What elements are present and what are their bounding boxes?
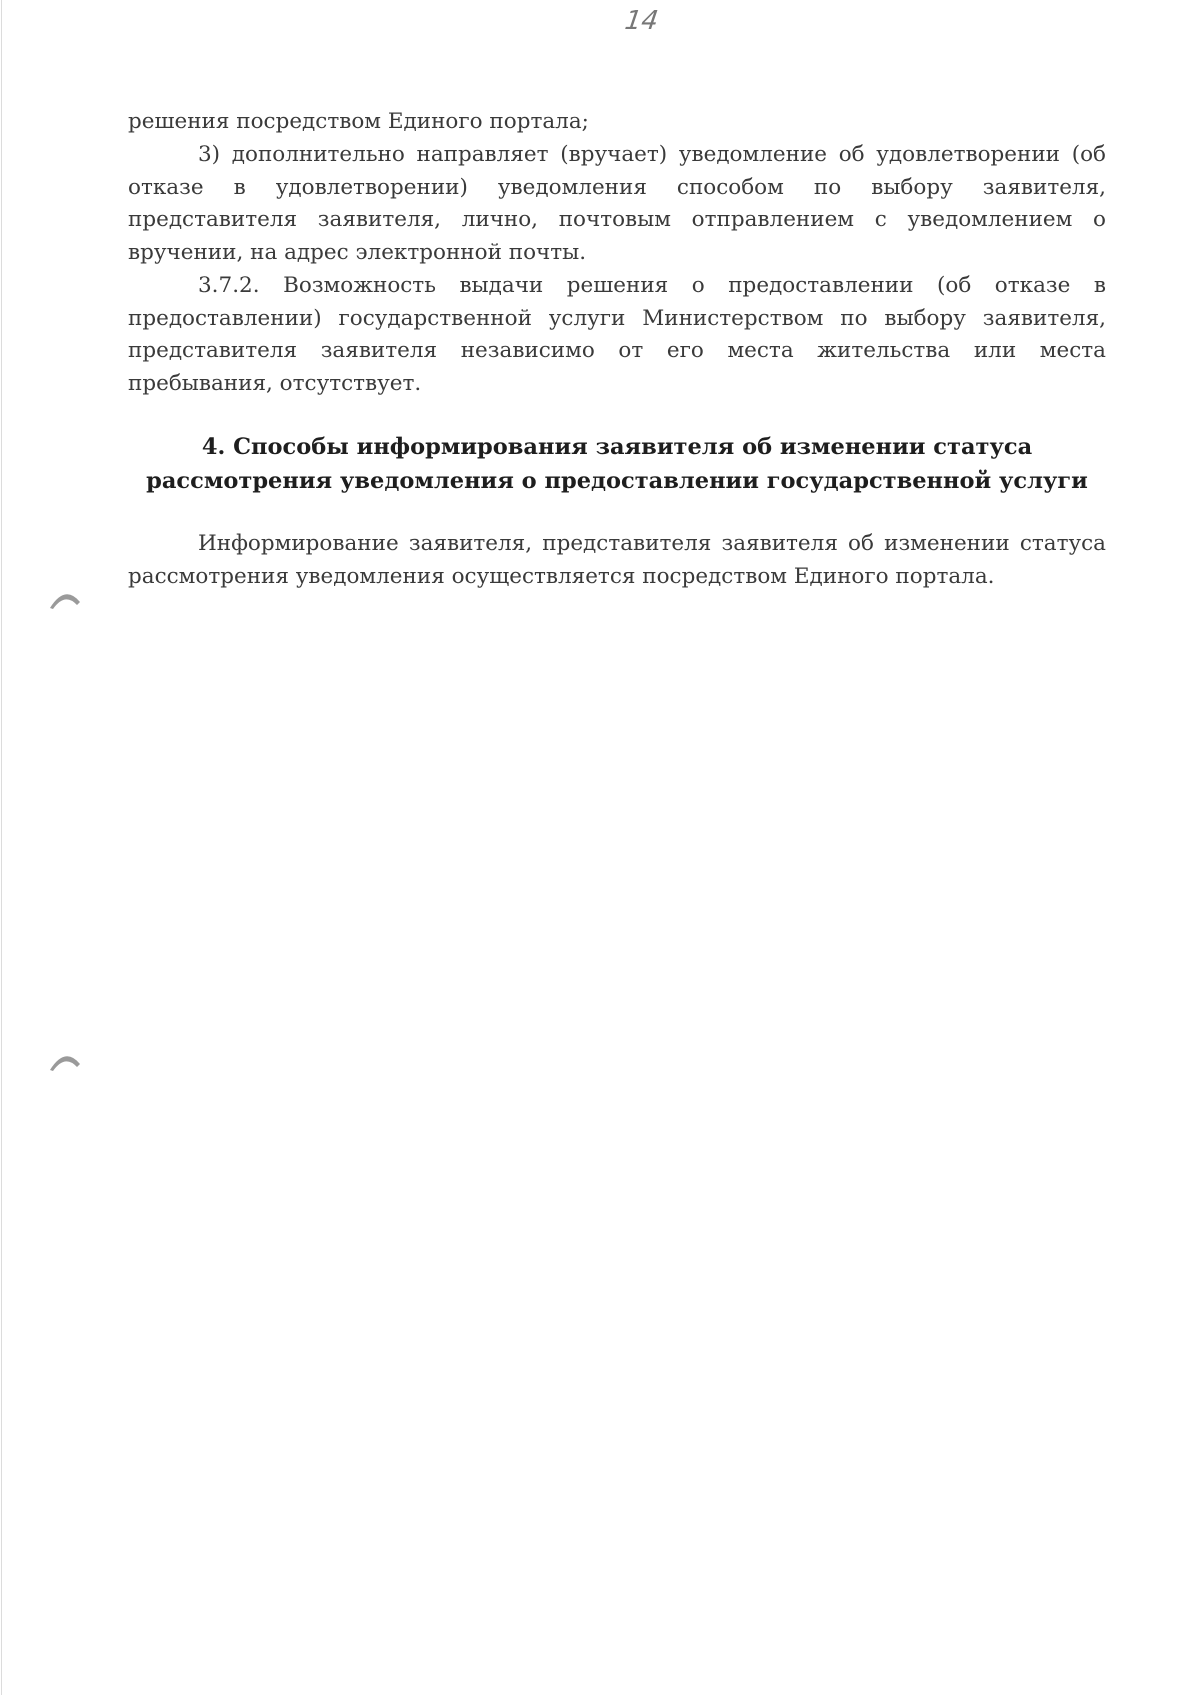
section-heading: [128, 430, 1106, 498]
page-number: 14: [622, 6, 661, 36]
paragraph-continuation: решения посредством Единого портала;: [128, 109, 589, 134]
section-heading-line-2: рассмотрения уведомления о предоставлении государственной услуги: [146, 468, 1088, 494]
section-body: Информирование заявителя, представителя заявителя об изменении статуса рассмотрения уведомления осуществляется посредством Единого портала.: [128, 531, 1106, 589]
section-heading-line-1: 4. Способы информирования заявителя об изменении статуса: [201, 434, 1033, 460]
punch-hole-mark: [48, 1050, 82, 1072]
paragraph-3-7-2: 3.7.2. Возможность выдачи решения о предоставлении (об отказе в предоставлении) государственной услуги Министерством по выбору заявителя, представителя заявителя независимо от его места жительства или места пребывания, отсутствует.: [128, 273, 1106, 396]
punch-hole-mark: [48, 588, 82, 610]
scan-margin-line: [1, 0, 2, 1695]
paragraph-item-3: 3) дополнительно направляет (вручает) уведомление об удовлетворении (об отказе в удовлетворении) уведомления способом по выбору заявителя, представителя заявителя, лично, почтовым отправлением с уведомлением о вручении, на адрес электронной почты.: [128, 142, 1106, 265]
